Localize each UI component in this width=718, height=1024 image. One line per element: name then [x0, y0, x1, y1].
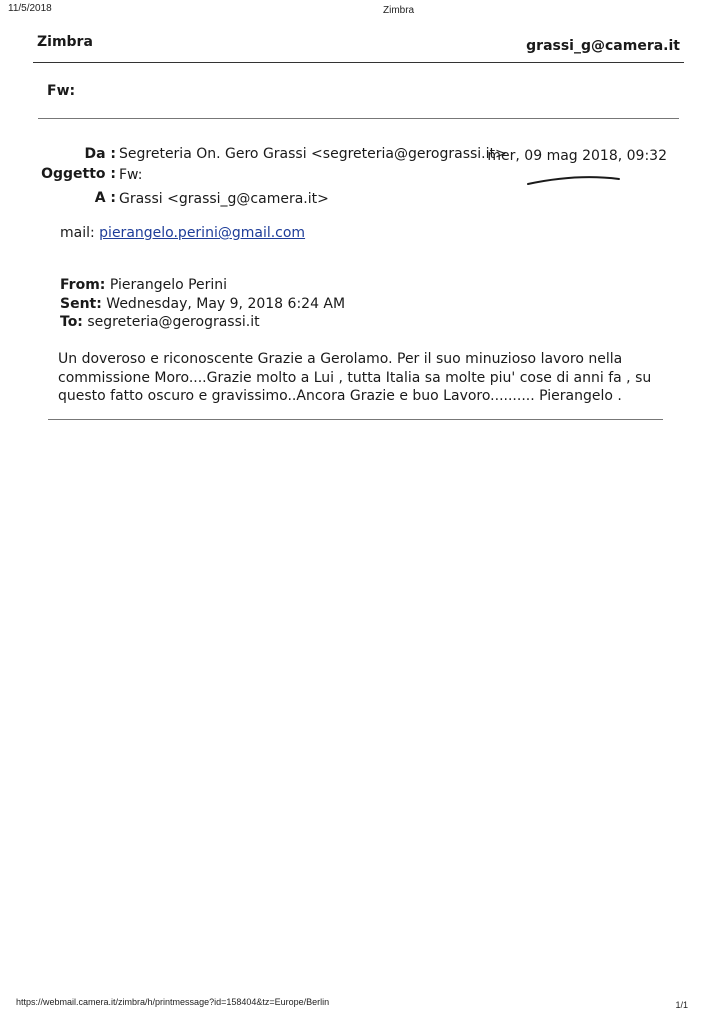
app-name: Zimbra	[37, 34, 93, 50]
print-date: 11/5/2018	[8, 3, 52, 14]
print-title: Zimbra	[383, 5, 415, 16]
forwarded-from	[60, 277, 227, 293]
body-line: Un doveroso e riconoscente Grazie a Gerolamo. Per il suo minuzioso lavoro nella	[58, 351, 623, 367]
forwarded-sent	[60, 296, 345, 312]
body-line: questo fatto oscuro e gravissimo..Ancora Grazie e buo Lavoro.......... Pierangelo .	[58, 388, 622, 404]
print-page-number: 1/1	[675, 1000, 688, 1010]
body-line: commissione Moro....Grazie molto a Lui , tutta Italia sa molte piu' cose di anni fa , su	[58, 370, 652, 386]
account-email: grassi_g@camera.it	[526, 38, 680, 54]
from-label: Da :	[84, 146, 116, 162]
subject-label: Oggetto :	[41, 166, 116, 182]
print-footer-url: https://webmail.camera.it/zimbra/h/printmessage?id=158404&tz=Europe/Berlin	[16, 997, 330, 1007]
message-end-divider	[48, 419, 663, 420]
subject-value: Fw:	[119, 167, 143, 183]
message-subject: Fw:	[47, 83, 76, 99]
mail-address-link[interactable]: pierangelo.perini@gmail.com	[99, 225, 306, 241]
mail-label: mail:	[60, 225, 95, 241]
header-divider	[33, 62, 684, 63]
message-date: mer, 09 mag 2018, 09:32	[487, 148, 667, 164]
to-value: Grassi <grassi_g@camera.it>	[119, 191, 329, 207]
subject-divider	[38, 118, 679, 119]
forwarded-sent-label: Sent:	[60, 296, 102, 312]
handwritten-underline-mark	[526, 172, 622, 188]
forwarded-to-label: To:	[60, 314, 83, 330]
mail-line	[60, 225, 305, 241]
forwarded-to	[60, 314, 260, 330]
forwarded-to-value: segreteria@gerograssi.it	[87, 314, 260, 330]
forwarded-from-label: From:	[60, 277, 106, 293]
forwarded-from-value: Pierangelo Perini	[109, 277, 228, 293]
forwarded-sent-value: Wednesday, May 9, 2018 6:24 AM	[106, 296, 346, 312]
to-label: A :	[94, 190, 116, 206]
from-value: Segreteria On. Gero Grassi <segreteria@gerograssi.it>	[119, 146, 507, 162]
